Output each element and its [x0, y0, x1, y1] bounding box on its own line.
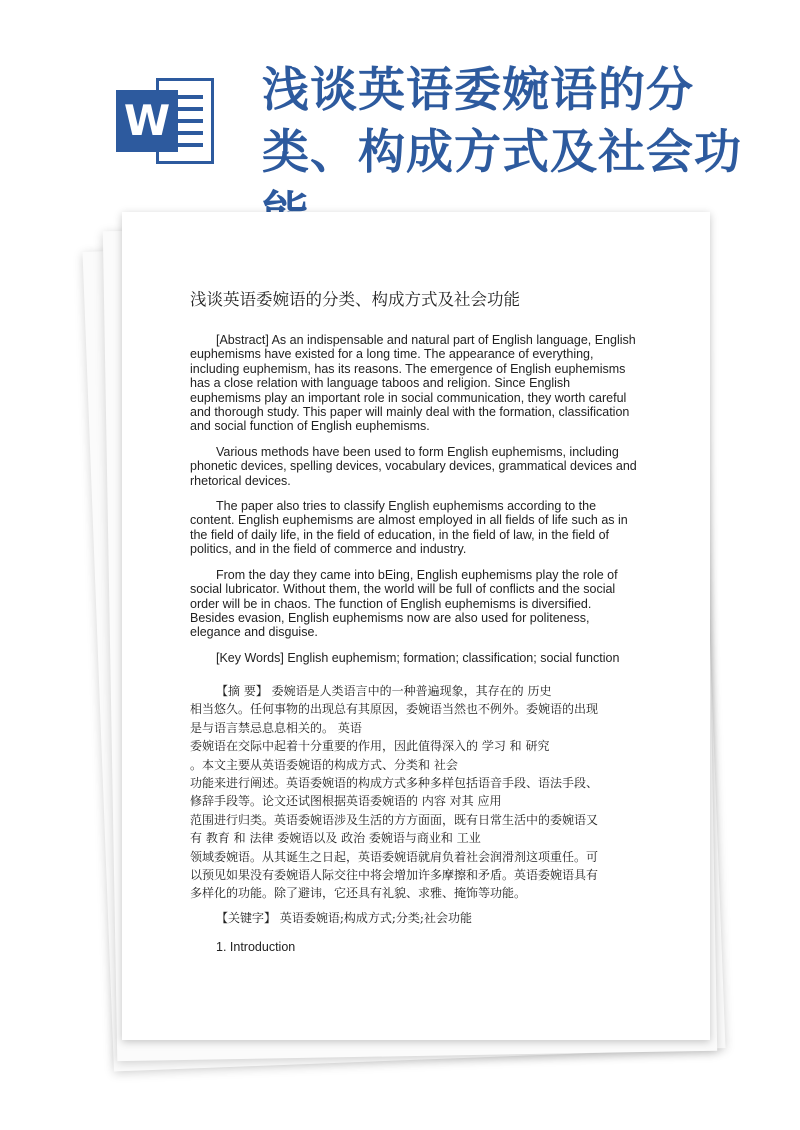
document-page: [122, 212, 710, 1040]
chinese-abstract: [190, 682, 638, 903]
word-w-icon: W: [116, 90, 178, 152]
zh-line: 以预见如果没有委婉语人际交往中将会增加许多摩擦和矛盾。英语委婉语具有: [190, 868, 599, 883]
zh-line: 多样化的功能。除了避讳，它还具有礼貌、求雅、掩饰等功能。: [190, 886, 527, 901]
zh-line: 有 教育 和 法律 委婉语以及 政治 委婉语与商业和 工业: [190, 831, 481, 846]
section-heading-introduction: 1. Introduction: [216, 940, 296, 954]
classification-paragraph: The paper also tries to classify English euphemisms according to the content. English euphemisms are almost employed in all fields of life such as in the field of daily life, in the field of education, in the field of law, in the field of politics, and in the field of commerce and industry.: [190, 499, 628, 557]
english-abstract: [190, 333, 638, 676]
keywords-en: [Key Words] English euphemism; formation; classification; social function: [216, 650, 620, 665]
abstract-paragraph: [Abstract] As an indispensable and natural part of English language, English euphemisms have existed for a long time. The appearance of everything, including euphemism, has its reasons. The emergence of English euphemisms has a close relation with language taboos and religion. Since English euphemisms play an important role in social communication, they worth careful and thorough study. This paper will mainly deal with the formation, classification and social function of English euphemisms.: [190, 333, 636, 434]
function-paragraph: From the day they came into bEing, English euphemisms play the role of social lubricator. Without them, the world will be full of conflicts and the social order will be in chaos. The function of English euphemisms is diversified. Besides evasion, English euphemisms now are also used for politeness, elegance and disguise.: [190, 567, 618, 640]
keywords-zh: 【关键字】 英语委婉语;构成方式;分类;社会功能: [216, 911, 472, 925]
zh-line: 范围进行归类。英语委婉语涉及生活的方方面面，既有日常生活中的委婉语又: [190, 812, 599, 827]
methods-paragraph: Various methods have been used to form English euphemisms, including phonetic devices, spelling devices, vocabulary devices, grammatical devices and rhetorical devices.: [190, 444, 637, 488]
zh-line: 委婉语在交际中起着十分重要的作用，因此值得深入的 学习 和 研究: [190, 739, 550, 754]
zh-line: 相当悠久。任何事物的出现总有其原因，委婉语当然也不例外。委婉语的出现: [190, 702, 599, 717]
document-title: 浅谈英语委婉语的分类、构成方式及社会功能: [190, 290, 520, 309]
zh-line: 修辞手段等。论文还试图根据英语委婉语的 内容 对其 应用: [190, 794, 502, 809]
zh-line: 功能来进行阐述。英语委婉语的构成方式多种多样包括语音手段、语法手段、: [190, 776, 599, 791]
word-logo: [116, 74, 216, 166]
banner-title: 浅谈英语委婉语的分类、构成方式及社会功: [262, 63, 742, 180]
zh-line: 领域委婉语。从其诞生之日起，英语委婉语就肩负着社会润滑剂这项重任。可: [190, 849, 599, 864]
zh-line: 是与语言禁忌息息相关的。 英语: [190, 720, 362, 735]
zh-line: 。本文主要从英语委婉语的构成方式、分类和 社会: [190, 757, 458, 772]
zh-line: 【摘 要】 委婉语是人类语言中的一种普遍现象，其存在的 历史: [216, 684, 552, 698]
